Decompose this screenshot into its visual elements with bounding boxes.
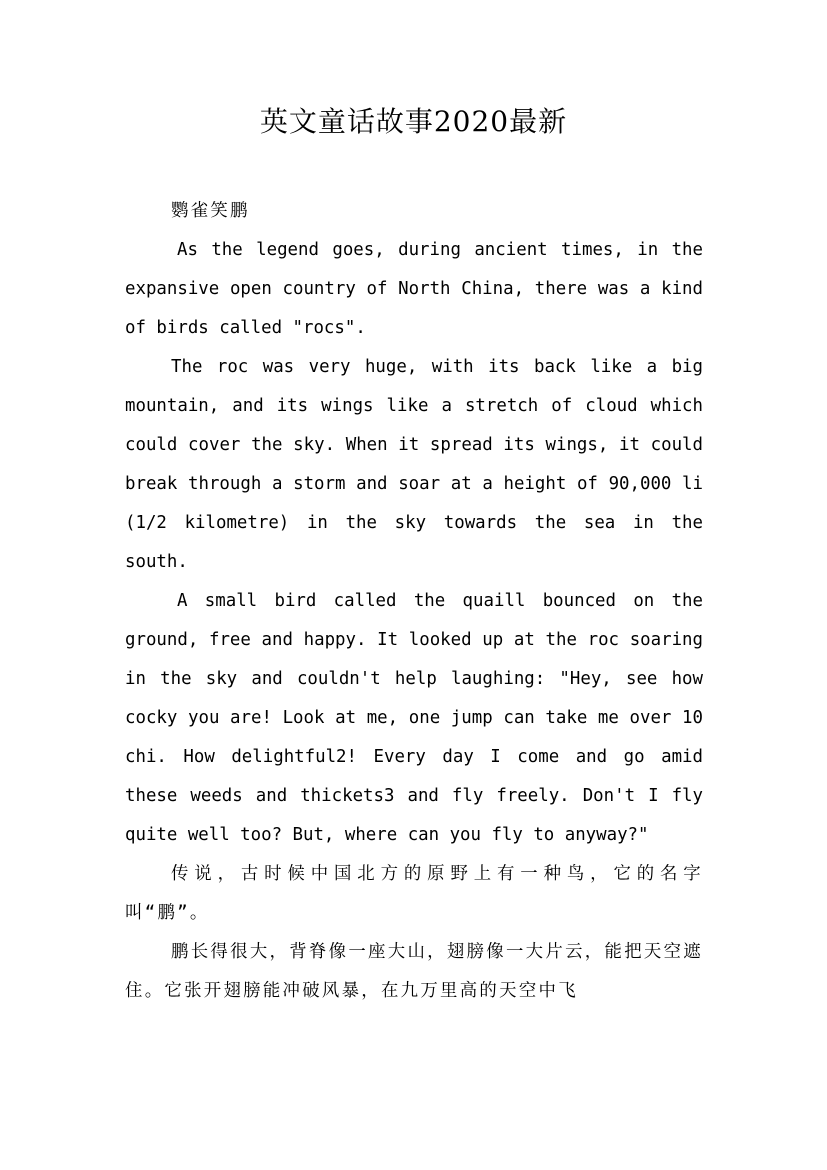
document-title: 英文童话故事2020最新 — [259, 105, 568, 138]
story-subtitle: 鹦雀笑鹏 — [171, 201, 250, 221]
paragraph-5: 鹏长得很大，背脊像一座大山，翅膀像一大片云，能把天空遮住。它张开翅膀能冲破风暴，在九万里高的天空中飞 — [125, 942, 703, 1001]
paragraph-2: The roc was very huge, with its back like a big mountain, and its wings like a stretch of cloud which could cover the sky. When it spread its wings, it could break through a storm and soar at a height of 90,000 li (1/2 kilometre) in the sky towards the sea in the south. — [125, 357, 703, 572]
paragraph-4: 传说，古时候中国北方的原野上有一种鸟，它的名字叫“鹏”。 — [125, 864, 703, 923]
paragraph-1: As the legend goes, during ancient times, in the expansive open country of North China, there was a kind of birds called "rocs". — [125, 240, 703, 338]
paragraph-3: A small bird called the quaill bounced on the ground, free and happy. It looked up at the roc soaring in the sky and couldn't help laughing: "Hey, see how cocky you are! Look at me, one jump can take me over 10 chi. How delightful2! Every day I come and go amid these weeds and thickets3 and fly freely. Don't I fly quite well too? But, where can you fly to anyway?" — [125, 591, 703, 845]
document-body — [125, 192, 703, 1011]
